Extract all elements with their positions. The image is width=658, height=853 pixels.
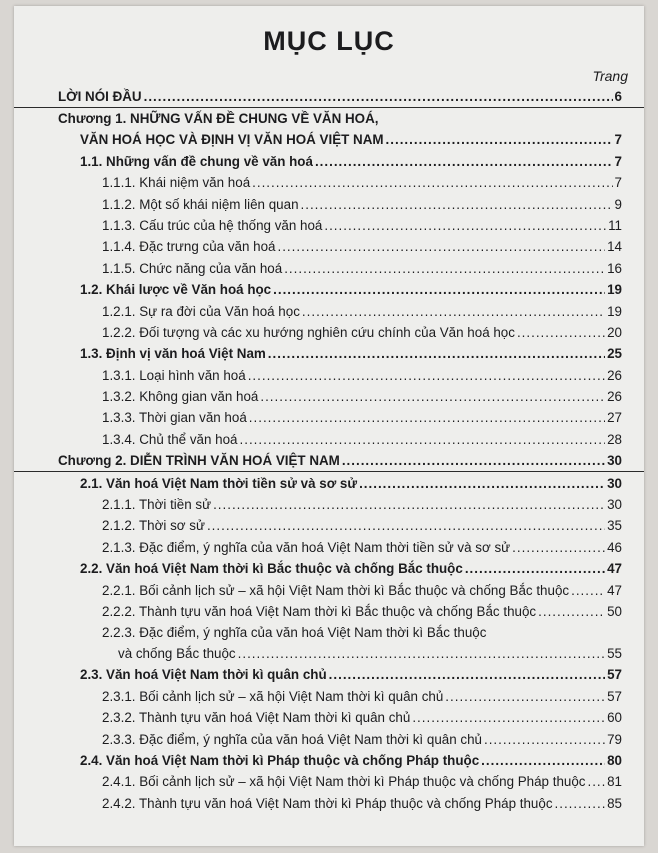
toc-entry-page-number: 50 <box>607 603 622 619</box>
dot-leader <box>248 368 605 383</box>
toc-entry-s2_2_2 <box>14 601 644 622</box>
dot-leader <box>555 796 606 811</box>
toc-entry-s2_3_2 <box>14 707 644 728</box>
toc-entry-page-number: 14 <box>607 239 622 255</box>
toc-entry-page-number: 6 <box>614 89 622 105</box>
toc-entry-s2_3_1 <box>14 685 644 706</box>
toc-entry-title: 2.1.1. Thời tiền sử <box>102 497 212 513</box>
toc-entry-page-number: 47 <box>607 582 622 598</box>
toc-entry-page-number: 79 <box>607 731 622 747</box>
toc-entry-s2_4_2 <box>14 792 644 813</box>
toc-entry-s1_1_4 <box>14 236 644 257</box>
toc-entry-s1_1_3 <box>14 215 644 236</box>
toc-entry-s1_1_1 <box>14 172 644 193</box>
toc-entry-title: 2.3.2. Thành tựu văn hoá Việt Nam thời kì quân chủ <box>102 710 411 726</box>
toc-entry-title: 2.3.1. Bối cảnh lịch sử – xã hội Việt Nam thời kì quân chủ <box>102 688 444 704</box>
toc-entry-page-number: 20 <box>607 324 622 340</box>
dot-leader <box>315 154 613 169</box>
toc-entry-title: 2.2.2. Thành tựu văn hoá Việt Nam thời kì Bắc thuộc và chống Bắc thuộc <box>102 603 537 619</box>
toc-entry-s1_3 <box>14 343 644 364</box>
dot-leader <box>329 667 605 682</box>
toc-entry-page-number: 85 <box>607 795 622 811</box>
dot-leader <box>284 261 605 276</box>
toc-entry-s2_4_1 <box>14 771 644 792</box>
dot-leader <box>412 710 605 725</box>
toc-entry-page-number: 19 <box>607 303 622 319</box>
toc-entry-s1_1 <box>14 150 644 171</box>
toc-entry-title: và chống Bắc thuộc <box>118 645 236 661</box>
toc-entry-page-number: 35 <box>607 518 622 534</box>
toc-entry-s2_2 <box>14 558 644 579</box>
toc-entry-title: 1.1.5. Chức năng của văn hoá <box>102 260 283 276</box>
toc-entry-s1_2_2 <box>14 322 644 343</box>
toc-entry-title: 2.2. Văn hoá Việt Nam thời kì Bắc thuộc và chống Bắc thuộc <box>80 561 463 577</box>
dot-leader <box>445 689 605 704</box>
toc-entry-title: 1.1.2. Một số khái niệm liên quan <box>102 196 299 212</box>
toc-entry-title: 1.3.3. Thời gian văn hoá <box>102 410 247 426</box>
toc-entry-s1_2 <box>14 279 644 300</box>
toc-entry-s2_3 <box>14 664 644 685</box>
toc-entry-s2_2_3 <box>14 622 644 664</box>
dot-leader <box>301 197 613 212</box>
toc-entry-title: 1.2.1. Sự ra đời của Văn hoá học <box>102 303 300 319</box>
toc-entry-title: VĂN HOÁ HỌC VÀ ĐỊNH VỊ VĂN HOÁ VIỆT NAM <box>80 132 384 148</box>
toc-entry-title: 1.2. Khái lược về Văn hoá học <box>80 282 272 298</box>
toc-entry-title: Chương 2. DIỄN TRÌNH VĂN HOÁ VIỆT NAM <box>58 453 340 469</box>
toc-entry-page-number: 28 <box>607 431 622 447</box>
toc-entry-title: LỜI NÓI ĐẦU <box>58 89 142 105</box>
toc-entry-title: 1.1. Những vấn đề chung về văn hoá <box>80 153 313 169</box>
dot-leader <box>342 453 605 468</box>
toc-entry-s1_1_2 <box>14 193 644 214</box>
toc-entry-title: 1.3.4. Chủ thể văn hoá <box>102 431 238 447</box>
toc-entry-title: 2.1. Văn hoá Việt Nam thời tiền sử và sơ sử <box>80 475 358 491</box>
toc-entry-s1_3_4 <box>14 428 644 449</box>
dot-leader <box>240 432 606 447</box>
toc-entry-page-number: 55 <box>607 645 622 661</box>
dot-leader <box>273 282 605 297</box>
toc-entry-page-number: 30 <box>607 475 622 491</box>
dot-leader <box>571 583 605 598</box>
toc-entry-page-number: 81 <box>607 774 622 790</box>
table-of-contents <box>14 86 644 814</box>
toc-entry-title: 2.3. Văn hoá Việt Nam thời kì quân chủ <box>80 667 327 683</box>
toc-entry-page-number: 27 <box>607 410 622 426</box>
toc-entry-title: 2.1.3. Đặc điểm, ý nghĩa của văn hoá Việt Nam thời tiền sử và sơ sử <box>102 539 511 555</box>
toc-entry-page-number: 9 <box>614 196 622 212</box>
toc-entry-page-number: 30 <box>607 453 622 469</box>
dot-leader <box>465 561 605 576</box>
page-title: MỤC LỤC <box>263 26 395 56</box>
toc-entry-page-number: 26 <box>607 367 622 383</box>
toc-entry-page-number: 7 <box>614 175 622 191</box>
toc-entry-s2_4 <box>14 750 644 771</box>
toc-entry-title: 1.1.4. Đặc trưng của văn hoá <box>102 239 276 255</box>
toc-entry-page-number: 7 <box>614 132 622 148</box>
toc-entry-s1_3_1 <box>14 364 644 385</box>
toc-entry-s2_1_1 <box>14 494 644 515</box>
toc-entry-title: 2.4.1. Bối cảnh lịch sử – xã hội Việt Nam thời kì Pháp thuộc và chống Pháp thuộc <box>102 774 586 790</box>
toc-entry-title: 1.1.1. Khái niệm văn hoá <box>102 175 251 191</box>
toc-entry-page-number: 7 <box>614 153 622 169</box>
toc-entry-title: 2.4. Văn hoá Việt Nam thời kì Pháp thuộc và chống Pháp thuộc <box>80 752 480 768</box>
dot-leader <box>386 132 613 147</box>
toc-entry-title: 2.1.2. Thời sơ sử <box>102 518 205 534</box>
dot-leader <box>252 175 612 190</box>
book-page <box>14 6 644 846</box>
toc-entry-preface <box>14 86 644 108</box>
toc-entry-s1_1_5 <box>14 257 644 278</box>
toc-entry-page-number: 26 <box>607 389 622 405</box>
toc-entry-ch1 <box>14 108 644 150</box>
toc-entry-title-line1: Chương 1. NHỮNG VẤN ĐỀ CHUNG VỀ VĂN HOÁ, <box>58 111 379 127</box>
toc-entry-page-number: 30 <box>607 497 622 513</box>
toc-entry-title: 1.3.2. Không gian văn hoá <box>102 389 259 405</box>
dot-leader <box>302 304 605 319</box>
toc-entry-title: 1.3.1. Loại hình văn hoá <box>102 367 246 383</box>
dot-leader <box>238 646 605 661</box>
toc-entry-s2_2_1 <box>14 579 644 600</box>
toc-entry-s2_3_3 <box>14 728 644 749</box>
toc-entry-title: 2.3.3. Đặc điểm, ý nghĩa của văn hoá Việt Nam thời kì quân chủ <box>102 731 482 747</box>
toc-entry-page-number: 11 <box>608 217 622 233</box>
toc-entry-page-number: 80 <box>607 752 622 768</box>
dot-leader <box>359 476 605 491</box>
toc-entry-page-number: 47 <box>607 561 622 577</box>
toc-entry-s1_3_3 <box>14 407 644 428</box>
dot-leader <box>484 732 605 747</box>
dot-leader <box>249 410 605 425</box>
dot-leader <box>268 346 605 361</box>
toc-entry-page-number: 25 <box>607 346 622 362</box>
toc-entry-s2_1_3 <box>14 536 644 557</box>
toc-entry-title-line1: 2.2.3. Đặc điểm, ý nghĩa của văn hoá Việt Nam thời kì Bắc thuộc <box>102 624 487 640</box>
dot-leader <box>213 497 605 512</box>
toc-entry-s2_1_2 <box>14 515 644 536</box>
page-column-label: Trang <box>592 68 628 84</box>
dot-leader <box>207 518 605 533</box>
toc-entry-page-number: 46 <box>607 539 622 555</box>
toc-entry-page-number: 60 <box>607 710 622 726</box>
toc-entry-title: 2.2.1. Bối cảnh lịch sử – xã hội Việt Nam thời kì Bắc thuộc và chống Bắc thuộc <box>102 582 570 598</box>
toc-entry-ch2 <box>14 450 644 472</box>
toc-entry-s1_2_1 <box>14 300 644 321</box>
dot-leader <box>324 218 606 233</box>
toc-entry-page-number: 57 <box>607 667 622 683</box>
toc-entry-s1_3_2 <box>14 386 644 407</box>
dot-leader <box>481 753 605 768</box>
dot-leader <box>517 325 605 340</box>
dot-leader <box>538 604 605 619</box>
toc-entry-title: 1.1.3. Cấu trúc của hệ thống văn hoá <box>102 217 323 233</box>
toc-entry-page-number: 16 <box>607 260 622 276</box>
toc-entry-page-number: 19 <box>607 282 622 298</box>
dot-leader <box>587 774 605 789</box>
dot-leader <box>277 239 605 254</box>
toc-entry-title: 2.4.2. Thành tựu văn hoá Việt Nam thời kì Pháp thuộc và chống Pháp thuộc <box>102 795 553 811</box>
dot-leader <box>144 89 613 104</box>
dot-leader <box>260 389 605 404</box>
toc-entry-s2_1 <box>14 472 644 493</box>
toc-entry-page-number: 57 <box>607 688 622 704</box>
toc-entry-title: 1.3. Định vị văn hoá Việt Nam <box>80 346 266 362</box>
toc-entry-title: 1.2.2. Đối tượng và các xu hướng nghiên cứu chính của Văn hoá học <box>102 324 515 340</box>
dot-leader <box>512 540 605 555</box>
